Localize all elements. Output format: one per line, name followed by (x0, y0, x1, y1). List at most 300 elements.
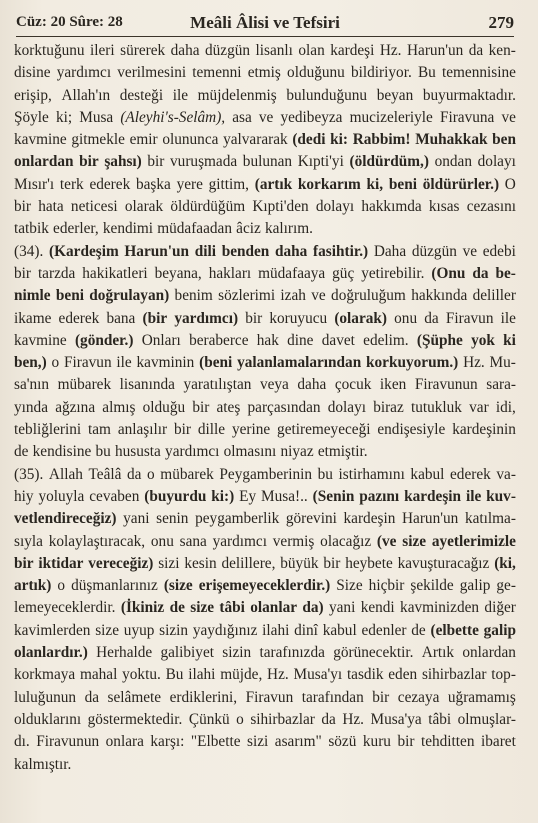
word: biraz (373, 398, 404, 416)
word: dille (197, 421, 226, 439)
word: davet (321, 331, 355, 349)
word: ilahi (188, 666, 216, 684)
word: senin (156, 510, 189, 528)
word: bulunduğunu (286, 86, 368, 104)
word: ki; (55, 108, 73, 126)
word: doğrulayan) (89, 287, 170, 305)
word: hakkımda (361, 198, 422, 216)
word: olduğu (142, 398, 186, 416)
word: tarafınızda (259, 644, 325, 662)
text-line (14, 709, 516, 731)
word: yoktu. (122, 666, 161, 684)
word: hiy (14, 487, 34, 505)
word: bir (173, 421, 191, 439)
word: güç (332, 264, 355, 282)
word: çocuk (334, 376, 372, 394)
word: sözü (328, 733, 357, 751)
text-line (14, 687, 516, 709)
word: ge- (496, 577, 516, 595)
word: mucizeleriyle (349, 108, 433, 126)
word: parçasından (247, 398, 321, 416)
word: öldürürler.) (422, 175, 500, 193)
word: korkmaya (14, 666, 76, 684)
word: kardeşinin (452, 421, 516, 439)
word: kalmıştır. (14, 755, 72, 773)
word: tâbi (219, 599, 245, 617)
word: temennisine (441, 64, 516, 82)
word: dı. (14, 733, 30, 751)
word: müdafaadan (157, 220, 232, 238)
word: onlardan (462, 644, 516, 662)
word: o (57, 577, 66, 595)
word: idi, (495, 398, 516, 416)
word: terk (59, 175, 84, 193)
word: bir (14, 554, 34, 572)
word: korkarım (297, 175, 361, 193)
word: karşı: (150, 733, 185, 751)
word: ile (500, 309, 516, 327)
word: olmuşlar- (457, 710, 516, 728)
word: ederler, (53, 220, 99, 238)
word: ateş (216, 398, 241, 416)
word: edelim. (363, 331, 409, 349)
word: yardımcı (212, 532, 267, 550)
word: ki (503, 331, 516, 349)
word: ki:) (211, 487, 235, 505)
word: bir (14, 264, 31, 282)
word: hususta (114, 443, 161, 461)
word: dolayı (477, 153, 516, 171)
word: ken- (488, 42, 516, 59)
word: öldürdüğüm (170, 198, 246, 216)
word: yalvararak (223, 131, 288, 149)
word: kolaylaştıracak, (48, 532, 146, 550)
word: dili (194, 242, 216, 260)
word: heybete (345, 554, 393, 572)
word: (beni (199, 354, 233, 372)
word: yardımcı) (174, 309, 239, 327)
word: sizin (222, 644, 252, 662)
word: erişip, (14, 86, 52, 104)
text-line (14, 263, 516, 285)
word: desteği (119, 86, 164, 104)
word: Çünkü (188, 710, 230, 728)
word: Teâlâ (88, 465, 122, 483)
word: de (169, 599, 185, 617)
word: etmiştir. (317, 443, 368, 461)
word: doğruluğum (331, 287, 406, 305)
word: ederek (450, 465, 491, 483)
word: şekilde (410, 577, 454, 595)
word: selâmete (107, 688, 162, 706)
word: mübarek (57, 376, 112, 394)
word: kavuşturacağız (397, 554, 490, 572)
word: Herhalde (96, 644, 153, 662)
word: lisanlı (255, 42, 293, 59)
word: âciz (236, 220, 261, 238)
word: büyük (280, 554, 319, 572)
word: beni (55, 287, 84, 305)
word: tam (88, 421, 111, 439)
word: (buyurdu (144, 487, 207, 505)
word: bir (245, 309, 263, 327)
word: almış (102, 398, 136, 416)
text-line (14, 620, 516, 642)
word: tasdik (346, 666, 384, 684)
word: ile (465, 487, 482, 505)
word: sözlerimi (218, 287, 276, 305)
word: edebi (482, 242, 516, 260)
text-line (14, 754, 516, 776)
word: dinî (294, 621, 318, 639)
word: sizi (247, 733, 269, 751)
word: yere (176, 175, 203, 193)
word: edenler (361, 621, 407, 639)
word: yerine (231, 421, 271, 439)
word: korktuğunu (14, 42, 85, 59)
word: da (424, 309, 439, 327)
word: Musa'ya (370, 710, 422, 728)
text-line (14, 597, 516, 619)
text-line (14, 731, 516, 753)
word: fasihtir.) (313, 242, 369, 260)
word: hak (256, 331, 279, 349)
word: sa'nın (14, 376, 50, 394)
word: bir (397, 733, 415, 751)
word: dolayı (315, 198, 355, 216)
word: uyup (123, 621, 155, 639)
text-line (14, 374, 516, 396)
word: beni (388, 175, 417, 193)
word: bu (317, 465, 333, 483)
word: tehditten (420, 733, 475, 751)
word: verilmesini (117, 64, 187, 82)
word: müjdelenmiş (197, 86, 277, 104)
word: (Onu (431, 264, 466, 282)
word: kavmine (14, 331, 67, 349)
text-line (14, 642, 516, 664)
word: ederek (89, 175, 131, 193)
word: yalanlamalarından (237, 354, 362, 372)
word: olununca (162, 131, 219, 149)
word: beraberce (189, 331, 249, 349)
word: yok (471, 331, 495, 349)
word: (Şüphe (416, 331, 463, 349)
word: da (321, 710, 336, 728)
word: be- (495, 264, 516, 282)
word: diğer (484, 599, 516, 617)
word: hata (38, 198, 64, 216)
word: Size (336, 577, 363, 595)
word: vetlendireceğiz) (14, 510, 117, 528)
word: Peygamberinin (219, 465, 313, 483)
word: da (468, 42, 484, 59)
word: ile (116, 354, 132, 372)
text-line (14, 330, 516, 352)
word: iken (379, 376, 407, 394)
text-line (14, 129, 516, 151)
word: sana (179, 532, 207, 550)
word: bir (14, 198, 31, 216)
word: hakkında (411, 287, 468, 305)
word: beyan (376, 86, 414, 104)
word: Hz. (267, 666, 289, 684)
word: olarak (124, 198, 164, 216)
word: iktidar (38, 554, 84, 572)
word: vermiş (272, 532, 315, 550)
word: Allah (48, 465, 83, 483)
word: Rabbim! (352, 131, 411, 149)
word: olduklarını (14, 710, 82, 728)
word: da (84, 688, 100, 706)
word: luluğunun (14, 688, 77, 706)
word: deliller (472, 287, 516, 305)
text-line (14, 664, 516, 686)
word: tebliğlerini (14, 421, 82, 439)
word: delillere, (221, 554, 276, 572)
word: mahal (79, 666, 118, 684)
word: buyurmaktadır. (422, 86, 516, 104)
word: hakları (208, 264, 252, 282)
word: o (51, 354, 60, 372)
word: ben,) (14, 354, 47, 372)
word: galip (483, 621, 516, 639)
word: (bir (142, 309, 168, 327)
text-line (14, 553, 516, 575)
text-line (14, 40, 516, 62)
word: ve (462, 242, 478, 260)
text-line (14, 218, 516, 240)
word: kuv- (486, 487, 516, 505)
word: vereceğiz) (88, 554, 154, 572)
word: Hz. (342, 710, 365, 728)
text-line (14, 352, 516, 374)
word: ile (172, 86, 189, 104)
word: kardeşi (330, 42, 375, 59)
word: olacağız (320, 532, 372, 550)
word: etmiş (247, 64, 281, 82)
word: pazını (359, 487, 400, 505)
word: olmasını (223, 443, 277, 461)
word: size (190, 599, 215, 617)
word: kısas (428, 198, 460, 216)
word: bir (192, 398, 210, 416)
word: vuruşmada (170, 153, 238, 171)
word: Harun'un (402, 510, 459, 528)
word: asa (232, 108, 252, 126)
word: o (236, 710, 244, 728)
word: sizin (159, 621, 189, 639)
word: yedibeyza (280, 108, 343, 126)
word: de (14, 443, 29, 461)
word: lisanında (119, 376, 175, 394)
word: var (469, 398, 489, 416)
word: temenni (192, 64, 242, 82)
word: tâbi (428, 710, 452, 728)
word: göstermektedir. (87, 710, 183, 728)
word: Bu (165, 666, 184, 684)
word: lemeyeceklerdir. (14, 599, 116, 617)
word: Artık (421, 644, 455, 662)
word: olduğunu (287, 64, 345, 82)
word: onlardan (14, 153, 74, 171)
word: onlara (105, 733, 144, 751)
running-header (16, 10, 514, 37)
word: da (127, 465, 142, 483)
word: kavimlerden (14, 621, 91, 639)
book-title: Meâli Âlisi ve Tefsiri (190, 13, 340, 32)
word: nimle (14, 287, 51, 305)
text-line (14, 62, 516, 84)
word: görünecektir. (333, 644, 414, 662)
word: Ey (239, 487, 257, 505)
word: kardeşin (343, 510, 396, 528)
word: ondan (434, 153, 472, 171)
word: (İkiniz (120, 599, 165, 617)
word: benim (174, 287, 213, 305)
word: sara- (486, 376, 516, 394)
word: görevini (285, 510, 337, 528)
word: bir (147, 153, 165, 171)
word: kuru (362, 733, 391, 751)
text-line (14, 531, 516, 553)
word: Firavun (445, 309, 494, 327)
word: müjde, (220, 666, 263, 684)
word: ki, (366, 175, 384, 193)
word: bulunan (242, 153, 293, 171)
word: bildiriyor. (351, 64, 412, 82)
word: Hz. (379, 42, 402, 59)
word: ayetlerimizle (431, 532, 516, 550)
word: istirhamını (338, 465, 405, 483)
word: da (472, 264, 489, 282)
word: (Senin (312, 487, 355, 505)
word: ilahi (262, 621, 290, 639)
word: yardımcı (165, 443, 220, 461)
word: izah (280, 287, 306, 305)
word: müdafaaya (258, 264, 326, 282)
word: Firavunun (414, 376, 478, 394)
word: sizi (158, 554, 180, 572)
text-line (14, 285, 516, 307)
word: kabul (322, 621, 357, 639)
word: cezasını (466, 198, 516, 216)
word: de (411, 621, 426, 639)
word: benden (221, 242, 270, 260)
word: (ki, (494, 554, 516, 572)
word: ederek (58, 309, 100, 327)
word: cezaya (397, 688, 440, 706)
text-line (14, 575, 516, 597)
word: daha (275, 242, 308, 260)
text-line (14, 151, 516, 173)
word: eden (388, 666, 418, 684)
word: (gönder.) (74, 331, 134, 349)
word: kalırım. (264, 220, 313, 238)
word: olanlardır.) (14, 644, 88, 662)
word: daha (170, 42, 200, 59)
word: Harun'un (124, 242, 190, 260)
word: olanlar (250, 599, 298, 617)
word: uğramamış (447, 688, 516, 706)
word: sihirbazlar (250, 710, 315, 728)
word: kesin (184, 554, 217, 572)
word: ağzına (55, 398, 96, 416)
text-line (14, 241, 516, 263)
word: katılma- (464, 510, 516, 528)
word: O (504, 175, 516, 193)
word: hiçbir (368, 577, 405, 595)
word: Mu- (489, 354, 516, 372)
word: hakikatleri (82, 264, 148, 282)
word: bana (106, 309, 136, 327)
word: yaydığınız (192, 621, 258, 639)
word: ileri (90, 42, 115, 59)
word: getiremeyeceği (277, 421, 371, 439)
word: Firavun (64, 354, 112, 372)
word: yani (123, 510, 150, 528)
word: tarafından (301, 688, 364, 706)
page-body-text (14, 40, 516, 776)
word: veya (259, 376, 289, 394)
word: başka (135, 175, 171, 193)
word: bir (372, 688, 390, 706)
word: niyaz (280, 443, 314, 461)
word: kavminizden (400, 599, 480, 617)
word: disine (14, 64, 51, 82)
word: beyana, (154, 264, 202, 282)
word: ki: (330, 131, 349, 149)
word: Musa!.. (261, 487, 308, 505)
word: ve (501, 108, 516, 126)
word: ikame (14, 309, 52, 327)
word: sihirbazlar (421, 666, 487, 684)
word: (Aleyhi's-Selâm), (120, 108, 226, 126)
word: Bu (417, 64, 436, 82)
word: o (147, 465, 155, 483)
word: kendimi (102, 220, 154, 238)
word: daha (297, 376, 327, 394)
word: düzgün (204, 42, 251, 59)
word: şahsı) (104, 153, 142, 171)
word: onu (150, 532, 174, 550)
word: bu (95, 443, 111, 461)
word: tutukluk (410, 398, 462, 416)
text-line (14, 508, 516, 530)
word: Kıpti'den (252, 198, 309, 216)
word: onu (394, 309, 418, 327)
word: bir (79, 153, 99, 171)
word: size (402, 532, 427, 550)
word: (size (163, 577, 193, 595)
word: Musa'yı (293, 666, 343, 684)
word: olan (298, 42, 325, 59)
word: "Elbette (190, 733, 241, 751)
word: tatbik (14, 220, 49, 238)
word: düzgün (411, 242, 457, 260)
word: yoluyla (38, 487, 85, 505)
word: dine (287, 331, 314, 349)
word: (olarak) (334, 309, 387, 327)
word: yaratılıştan (183, 376, 252, 394)
text-line (14, 196, 516, 218)
word: Onları (141, 331, 181, 349)
text-line (14, 85, 516, 107)
word: mübarek (160, 465, 214, 483)
word: korkuyorum.) (366, 354, 459, 372)
word: top- (491, 666, 516, 684)
word: erişemeyeceklerdir.) (198, 577, 331, 595)
